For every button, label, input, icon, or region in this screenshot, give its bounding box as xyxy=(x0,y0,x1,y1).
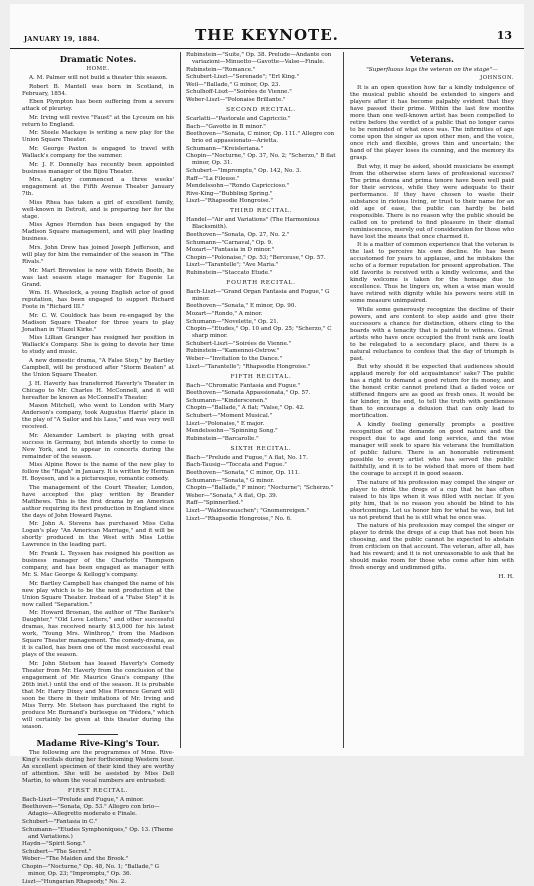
newspaper-page xyxy=(10,4,524,885)
veterans-motto-attribution: JOHNSON. xyxy=(480,75,514,81)
program-item: Chopin—"Etudes," Op. 10 and Op. 25; "Scherzo," C sharp minor. xyxy=(186,326,332,340)
program-item: Rubinstein—"Barcarolle." xyxy=(186,435,259,442)
program-item: Liszt—"Hungarian Rhapsody," No. 2. xyxy=(22,878,127,885)
program-item: Liszt—"Polonaise," E major. xyxy=(186,420,265,427)
veterans-paragraph: But why, it may be asked, should musicians be exempt from the otherwise stern laws of professional success? The prima donna and prima tenore have been well paid for their services, while they were adequate to their performance. If they have chosen to waste their substance in riotous living, or trust to their name for an old age of ease, the public can hardly be held responsible. There is no reason why the public should be called on to pretend to find pleasure in their dismal reminiscences, merely out of consideration for those who have lost the means that once charmed it. xyxy=(350,163,514,240)
dramatic-note-paragraph: Mr. George Paxton is engaged to travel with Wallack's company for the summer. xyxy=(22,145,174,159)
program-item: Mendelssohn—"Rondo Capriccioso." xyxy=(186,183,290,190)
sixth-recital-program xyxy=(186,455,336,523)
newspaper-title: THE KEYNOTE. xyxy=(195,26,339,44)
program-item: Beethoven—"Sonata, Op. 27, No. 2." xyxy=(186,231,290,238)
program-item: Schumann—"Novelette," Op. 21. xyxy=(186,318,279,325)
program-item: Beethoven—"Sonata, C minor, Op. 111." Allegro con brio ed appassionato—Arietta. xyxy=(186,131,335,145)
program-item: Schubert-Liszt—"Serenade"; "Erl King." xyxy=(186,74,300,81)
program-item: Mozart—"Fantasia in D minor." xyxy=(186,247,275,254)
veterans-body xyxy=(350,85,514,572)
sixth-recital-heading: SIXTH RECITAL. xyxy=(230,445,292,452)
program-item: Rubinstein—"Suite," Op. 38. Prelude—Andante con variazioni—Minuetto—Gavotte—Valse—Finale. xyxy=(186,52,332,65)
column-rule-left xyxy=(180,52,181,748)
dramatic-note-paragraph: Miss Alpine Rowe is the name of the new play to follow the "Rajah" in January. It is written by Herman H. Boyesen, and is a picturesque, romantic comedy. xyxy=(22,462,174,483)
program-item: Beethoven—"Sonata, Op. 53." Allegro con brio—Adagio—Allegretto moderato e Finale. xyxy=(22,804,160,818)
dramatic-note-paragraph: Mr. Mart Brownlee is now with Edwin Booth, he was last season stage manager for Eugenie Le Grand. xyxy=(22,267,174,288)
second-recital-heading: SECOND RECITAL. xyxy=(226,106,296,113)
dramatic-note-paragraph: Miss Lillian Granger has resigned her position in Wallack's Company. She is going to devote her time to study and music. xyxy=(22,335,174,356)
program-item: Schumann—"Etudes Symphoniques," Op. 13. (Theme and Variations.) xyxy=(22,826,174,840)
program-item: Handel—"Air and Variations" (The Harmonious Blacksmith). xyxy=(186,217,320,231)
program-item: Mendelssohn—"Spinning Song." xyxy=(186,428,278,435)
program-item: Haydn—"Spirit Song." xyxy=(22,841,86,848)
program-item: Chopin—"Nocturne," Op. 37, No. 2; "Scherzo," B flat minor, Op. 31. xyxy=(186,153,336,167)
program-item: Rubinstein—"Kamennoi-Ostrow." xyxy=(186,348,280,355)
fourth-recital-program xyxy=(186,289,336,371)
program-item: Raff—"La Fileuse." xyxy=(186,175,240,182)
first-recital-heading: FIRST RECITAL. xyxy=(67,787,129,794)
veterans-signature: H. H. xyxy=(498,574,514,581)
program-item: Weber-Liszt—"Polonaise Brillante." xyxy=(186,96,286,103)
dramatic-note-paragraph: Mrs. Langtry commenced a three weeks' engagement at the Fifth Avenue Theater January 7th. xyxy=(22,177,174,198)
program-item: Chopin—"Ballade," F minor; "Nocturne"; "Scherzo." xyxy=(186,485,334,492)
program-item: Schubert-Liszt—"Soirées de Vienne." xyxy=(186,340,292,347)
program-item: Liszt—"Rhapsodie Hongroise," No. 6. xyxy=(186,515,292,522)
dramatic-note-paragraph: Mr. Irving will revive "Faust" at the Lyceum on his return to England. xyxy=(22,114,174,128)
program-item: Rubinstein—"Staccato Etude." xyxy=(186,269,273,276)
program-item: Weil—"Ballade," G minor, Op. 23. xyxy=(186,81,281,88)
program-item: Raff—"Spinnerlied." xyxy=(186,500,244,507)
veterans-paragraph: But why should it be expected that audiences should applaud merely for old acquaintance' sake? The public has a right to demand a good return for its money, and the honest critic cannot pretend that a faded voice or stiffened fingers are as good as fresh ones. It would be far kinder, in the end, to tell the truth with gentleness than to encourage a delusion that can only lead to mortification. xyxy=(350,364,514,420)
dramatic-note-paragraph: Wm. H. Wheelock, a young English actor of good reputation, has been engaged to support Richard Foote in "Richard III." xyxy=(22,290,174,311)
program-item: Chopin—"Polonaise," Op. 53; "Berceuse," Op. 57. xyxy=(186,254,326,261)
third-recital-program xyxy=(186,217,336,277)
dramatic-note-paragraph: Robert B. Mantell was born in Scotland, in February, 1854. xyxy=(22,83,174,97)
column-one xyxy=(22,52,174,885)
first-recital-program xyxy=(22,797,174,886)
column-two xyxy=(186,52,336,750)
column-rule-right xyxy=(343,52,344,748)
program-item: Liszt—"Tarantelle"; "Ave Maria." xyxy=(186,262,279,269)
program-item: Schumann—"Carnaval," Op. 9. xyxy=(186,239,273,246)
program-item: Bach—"Chromatic Fantasia and Fugue." xyxy=(186,382,301,389)
program-item: Beethoven—"Sonata," E minor, Op. 90. xyxy=(186,303,297,310)
dramatic-notes-body xyxy=(22,75,174,731)
veterans-paragraph: It is a matter of common experience that the veteran is the last to perceive his own decline. He has been accustomed for years to applause, and he mistakes the echo of a former reputation for present approbation. The old favorite is received with a kindly welcome, and the kindly welcome is taken for the homage due to excellence. Thus he lingers on, when a wise man would have retired with dignity while his powers were still in some measure unimpaired. xyxy=(350,242,514,305)
dramatic-note-paragraph: Mr. John A. Stevens has purchased Miss Celia Logan's play "An American Marriage," and it will be shortly produced in the West with Miss Lettie Lawrence in the leading part. xyxy=(22,521,174,549)
dramatic-note-paragraph: Mr. John Stetson has leased Haverly's Comedy Theater from Mr. Haverly from the conclusion of the engagement of Mr. Maurice Grau's company (the 26th inst.) until the end of the season. It is probable that Mr. Harry Dixey and Miss Florence Gerard will soon be there in their imitations of Mr. Irving and Miss Terry. Mr. Stetson has purchased the right to produce Mr. Burnand's burlesque on "Fédora," which will certainly be given at this theater during the season. xyxy=(22,660,174,730)
program-item: Bach-Liszt—"Prelude and Fugue," A minor. xyxy=(22,796,144,803)
dramatic-note-paragraph: Mr. Steele Mackaye is writing a new play for the Union Square Theater. xyxy=(22,130,174,144)
program-item: Scarlatti—"Pastorale and Capriccio." xyxy=(186,115,291,122)
program-item: Weber—"Invitation to the Dance." xyxy=(186,356,283,363)
dramatic-note-paragraph: Mr. Alexander Lambert is playing with great success in Germany, but intends shortly to come to New York, and to appear in concerts during the remainder of the season. xyxy=(22,432,174,460)
dramatic-note-paragraph: Mr. Frank L. Teyssen has resigned his position as business manager of the Charlotte Thompson company, and has been engaged as manager with Mr. S. Mac George & Kellogg's company. xyxy=(22,551,174,579)
veterans-motto: "Superfluous lags the veteran on the stage"— xyxy=(366,67,498,73)
second-recital-program xyxy=(186,116,336,205)
program-item: Schumann—"Sonata," G minor. xyxy=(186,477,275,484)
masthead xyxy=(10,26,524,49)
dramatic-note-paragraph: Mr. Bartley Campbell has changed the name of his new play which is to be the next production at the Union Square Theater. Instead of a "False Step" it is now called "Separation." xyxy=(22,580,174,608)
dramatic-note-paragraph: Mr. C. W. Couldock has been re-engaged by the Madison Square Theater for three years to play Jonathan in "Hazel Kirke." xyxy=(22,312,174,333)
program-item: Schubert—"Moment Musical." xyxy=(186,413,273,419)
program-item: Schumann—"Kreisleriana." xyxy=(186,145,264,152)
dramatic-note-paragraph: The management of the Court Theater, London, have accepted the play written by Brander Matthews. This is the first drama by an American author requiring its first production in England since the days of John Howard Payne. xyxy=(22,484,174,519)
issue-date: JANUARY 19, 1884. xyxy=(24,35,100,43)
dramatic-note-paragraph: Mr. Howard Brosnan, the author of "The Banker's Daughter," "Old Love Letters," and other successful dramas, has received nearly $13,000 for his latest work, "Young Mrs. Winthrop," from the Madison Square Theater management. The comedy-drama, as it is called, has been one of the most successful real plays of the season. xyxy=(22,610,174,659)
program-item: Schubert—"Fantasia in C." xyxy=(22,819,98,826)
program-item: Liszt—"Tarantelle"; "Rhapsodie Hongroise." xyxy=(186,363,311,370)
dramatic-note-paragraph: Mrs. John Drew has joined Joseph Jefferson, and will play for him the remainder of the season in "The Rivals." xyxy=(22,244,174,265)
program-item: Chopin—"Ballade," A flat; "Valse," Op. 42. xyxy=(186,405,305,412)
dramatic-note-paragraph: Mr. J. F. Donnelly has recently been appointed business manager of the Bijou Theater. xyxy=(22,161,174,175)
veterans-paragraph: The nature of his profession may compel the singer or player to drink the dregs of a cup that has not been his choosing, and the public cannot be expected to abstain from criticism on that account. The veteran, after all, has had his reward; and it is not unreasonable to ask that he should make room for those who come after him with fresh energy and undimmed gifts. xyxy=(350,523,514,572)
program-item: Schumann—"Kinderscenen." xyxy=(186,397,268,404)
veterans-paragraph: A kindly feeling generally prompts a positive recognition of the demands on good nature and the respect due to age and long service, and the wise manager will seek to spare his veterans the humiliation of public failure. There is an honorable retirement possible to every artist who has served the public faithfully, and it is to be wished that more of them had the courage to accept it in good season. xyxy=(350,421,514,477)
dramatic-note-paragraph: Eben Plympton has been suffering from a severe attack of pleurisy. xyxy=(22,99,174,113)
program-item: Mozart—"Rondo," A minor. xyxy=(186,311,263,318)
article-divider xyxy=(78,734,118,735)
program-item: Rubinstein—"Romance." xyxy=(186,66,256,73)
dramatic-note-paragraph: Miss Rhea has taken a girl of excellent family, well-known in Detroit, and is preparing her for the stage. xyxy=(22,199,174,220)
first-recital-continued xyxy=(186,52,336,104)
dramatic-notes-title: Dramatic Notes. xyxy=(59,54,137,64)
veterans-paragraph: It is an open question how far a kindly indulgence of the musical public should be extended to singers and players after it has become palpably evident that they have passed their prime. Within the last few months more than one well-known artist has been compelled to retire before the verdict of a public that no longer cares to be reminded of what once was. The infirmities of age come upon the singer as upon other men, and the voice, once rich and flexible, grows thin and uncertain; the hand of the player loses its cunning, and the memory its grasp. xyxy=(350,85,514,161)
recital-title: Madame Rive-King's Tour. xyxy=(36,737,160,748)
page-number: 13 xyxy=(496,29,512,42)
program-item: Liszt—"Rhapsodie Hongroise." xyxy=(186,198,273,205)
recital-intro: The following are the programmes of Mme. Rive-King's recitals during her forthcoming Western tour. An excellent specimen of their kind they are worthy of attention. She will be assisted by Miss Dell Martin, to whom the vocal numbers are entrusted: xyxy=(22,749,174,784)
third-recital-heading: THIRD RECITAL. xyxy=(229,208,293,215)
program-item: Schulhoff-Liszt—"Soirées de Vienne." xyxy=(186,89,292,96)
program-item: Rive-King—"Bubbling Spring." xyxy=(186,190,273,197)
program-item: Weber—"Sonata," A flat, Op. 39. xyxy=(186,492,278,499)
veterans-title: Veterans. xyxy=(410,54,454,64)
program-item: Bach-Tausig—"Toccata and Fugue." xyxy=(186,462,287,469)
dramatic-note-paragraph: Miss Agnes Herndon has been engaged by the Madison Square management, and will play leading business. xyxy=(22,222,174,243)
dramatic-note-paragraph: A new domestic drama, "A False Step," by Bartley Campbell, will be produced after "Storm Beaten" at the Union Square Theater. xyxy=(22,357,174,378)
program-item: Bach—"Prelude and Fugue," A flat, No. 17. xyxy=(186,454,308,461)
program-item: Bach—"Gavotte in B minor." xyxy=(186,123,266,130)
veterans-paragraph: While some generously recognize the decline of their powers, and are content to step aside and give their successors a chance for distinction, others cling to the boards with a tenacity that is painful to witness. Great artists who have once occupied the front rank are loath to be relegated to a secondary place, and there is a natural reluctance to confess that the day of triumph is past. xyxy=(350,306,514,362)
program-item: Schubert—"The Secret." xyxy=(22,848,92,855)
program-item: Beethoven—"Sonata," C minor, Op. 111. xyxy=(186,469,300,476)
program-item: Weber—"The Maiden and the Brook." xyxy=(22,856,129,863)
column-three xyxy=(350,52,514,750)
fourth-recital-heading: FOURTH RECITAL. xyxy=(226,279,296,286)
dramatic-notes-subtitle: HOME. xyxy=(86,66,110,72)
program-item: Chopin—"Nocturne," Op. 48, No. 1; "Ballade," G minor, Op. 23; "Impromptu," Op. 36. xyxy=(22,864,160,877)
dramatic-note-paragraph: J. H. Haverly has transferred Haverly's Theater in Chicago to Mr. Charles H. McConnell, and it will hereafter be known as McConnell's Theater. xyxy=(22,380,174,401)
dramatic-note-paragraph: A. M. Palmer will not build a theater this season. xyxy=(29,75,168,81)
program-item: Beethoven—"Sonata Appassionata," Op. 57. xyxy=(186,390,311,397)
veterans-paragraph: The nature of his profession may compel the singer or player to drink the dregs of a cup that he has often raised to his lips when it was filled with nectar. If you pity him, that is no reason you should be blind to his shortcomings. Let us honor him for what he was, but let us not pretend that he is still what he once was. xyxy=(350,479,514,521)
program-item: Schubert—"Impromptu," Op. 142, No. 3. xyxy=(186,167,302,174)
dramatic-note-paragraph: Mason Mitchell, who went to London with Mary Anderson's company, took Augustus Harris' place in the play of "A Sailor and his Lass," and was very well received. xyxy=(22,403,174,431)
program-item: Bach-Liszt—"Grand Organ Fantasia and Fugue," G minor. xyxy=(186,288,330,302)
fifth-recital-program xyxy=(186,383,336,443)
program-item: Liszt—"Waldesrauschen"; "Gnomenreigen." xyxy=(186,507,310,514)
fifth-recital-heading: FIFTH RECITAL. xyxy=(230,373,292,380)
